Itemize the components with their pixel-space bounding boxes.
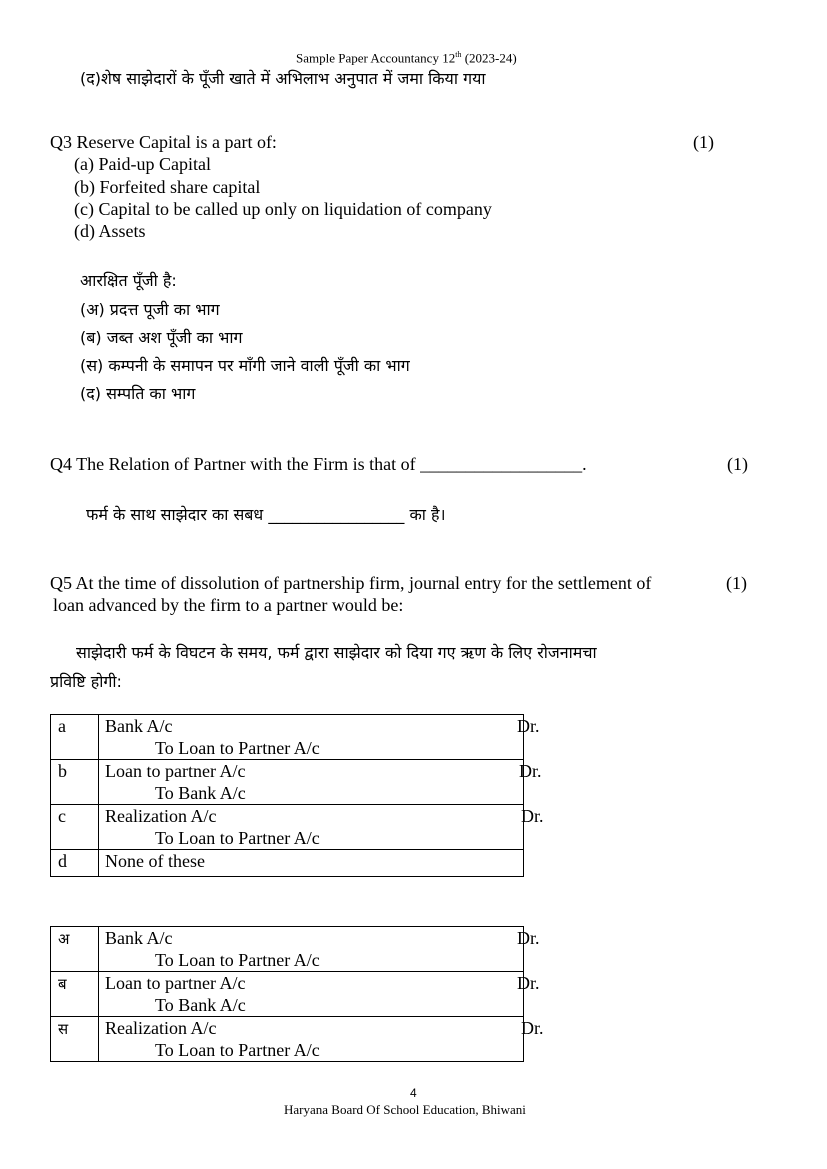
debit-account: Loan to partner A/c	[105, 761, 246, 781]
entry-cell	[99, 760, 542, 805]
debit-account: Bank A/c	[105, 716, 173, 736]
debit-account: Bank A/c	[105, 928, 173, 948]
entry-cell	[99, 927, 540, 972]
header-title-sup: th	[455, 50, 462, 59]
entry-cell	[99, 972, 540, 1017]
q4-marks: (1)	[727, 454, 748, 474]
q3-option-c: (c) Capital to be called up only on liquidation of company	[74, 199, 492, 219]
q3-option-hindi-a: (अ) प्रदत्त पूजी का भाग	[80, 300, 220, 319]
credit-account: To Loan to Partner A/c	[155, 950, 320, 970]
debit-account: Loan to partner A/c	[105, 973, 246, 993]
entry-cell	[99, 1017, 544, 1062]
entry-cell	[99, 715, 540, 760]
q5-question-hindi-line2: प्रविष्टि होगी:	[50, 672, 122, 691]
option-key: c	[51, 805, 99, 850]
q3-marks: (1)	[693, 132, 714, 152]
footer-board: Haryana Board Of School Education, Bhiwani	[284, 1102, 526, 1117]
dr-label: Dr.	[517, 716, 540, 736]
q3-option-a: (a) Paid-up Capital	[74, 154, 211, 174]
dr-label: Dr.	[517, 928, 540, 948]
journal-options-table	[50, 714, 544, 877]
credit-account: To Loan to Partner A/c	[155, 1040, 320, 1060]
dr-label: Dr.	[521, 1018, 544, 1038]
q3-option-b: (b) Forfeited share capital	[74, 177, 261, 197]
q5-question-line1: Q5 At the time of dissolution of partnership firm, journal entry for the settlement of	[50, 573, 652, 593]
q3-option-hindi-d: (द) सम्पति का भाग	[80, 384, 196, 403]
q5-question-line2: loan advanced by the firm to a partner would be:	[53, 595, 404, 615]
q3-option-hindi-b: (ब) जब्त अश पूँजी का भाग	[80, 328, 243, 347]
header-year: (2023-24)	[461, 50, 517, 66]
page-number: 4	[410, 1086, 417, 1100]
table-row	[51, 760, 524, 805]
credit-account: To Loan to Partner A/c	[155, 828, 320, 848]
q3-option-d: (d) Assets	[74, 221, 146, 241]
credit-account: To Bank A/c	[155, 783, 246, 803]
q5-marks: (1)	[726, 573, 747, 593]
dr-label: Dr.	[517, 973, 540, 993]
q3-question-hindi: आरक्षित पूँजी है:	[80, 271, 177, 290]
dr-label: Dr.	[521, 806, 544, 826]
option-key: ब	[51, 972, 99, 1017]
option-key: अ	[51, 927, 99, 972]
q3-question: Q3 Reserve Capital is a part of:	[50, 132, 277, 152]
table-row	[51, 927, 524, 972]
debit-account: None of these	[105, 851, 205, 871]
entry-cell	[99, 850, 524, 877]
journal-options-table-hindi	[50, 926, 544, 1062]
debit-account: Realization A/c	[105, 806, 217, 826]
option-key: b	[51, 760, 99, 805]
table-row	[51, 805, 524, 850]
debit-account: Realization A/c	[105, 1018, 217, 1038]
q4-question: Q4 The Relation of Partner with the Firm is that of __________________.	[50, 454, 587, 474]
table-row	[51, 715, 524, 760]
table-row	[51, 1017, 524, 1062]
option-key: a	[51, 715, 99, 760]
table-row	[51, 972, 524, 1017]
q5-question-hindi-line1: साझेदारी फर्म के विघटन के समय, फर्म द्वारा साझेदार को दिया गए ऋण के लिए रोजनामचा	[76, 643, 597, 662]
option-key: d	[51, 850, 99, 877]
q4-question-hindi: फर्म के साथ साझेदार का सबध _________________ का है।	[86, 505, 446, 524]
table-row	[51, 850, 524, 877]
previous-option-hindi: (द)शेष साझेदारों के पूँजी खाते में अभिलाभ अनुपात में जमा किया गया	[80, 69, 486, 88]
credit-account: To Loan to Partner A/c	[155, 738, 320, 758]
page-header	[296, 50, 517, 66]
header-title: Sample Paper Accountancy 12	[296, 50, 456, 66]
option-key: स	[51, 1017, 99, 1062]
dr-label: Dr.	[519, 761, 542, 781]
entry-cell	[99, 805, 544, 850]
q3-option-hindi-c: (स) कम्पनी के समापन पर माँगी जाने वाली पूँजी का भाग	[80, 356, 410, 375]
credit-account: To Bank A/c	[155, 995, 246, 1015]
